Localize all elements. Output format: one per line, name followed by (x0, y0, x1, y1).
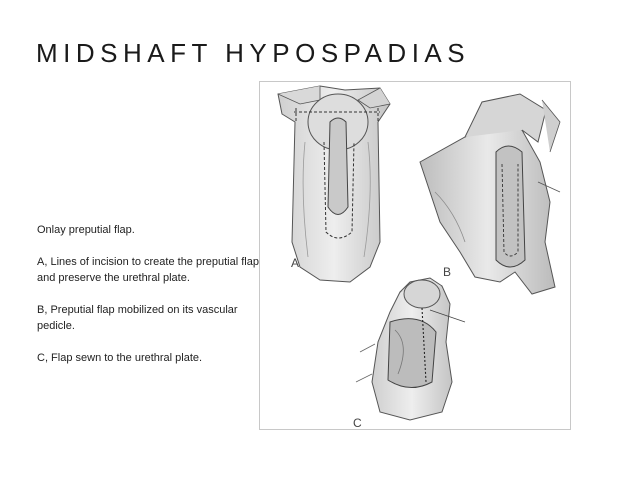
caption-text (37, 222, 269, 382)
illustration-drawing (260, 82, 570, 429)
panel-a-drawing (278, 86, 390, 282)
slide-title: MIDSHAFT HYPOSPADIAS (36, 38, 471, 68)
caption-item-c: C, Flap sewn to the urethral plate. (37, 352, 203, 364)
caption-heading: Onlay preputial flap. (37, 224, 135, 236)
caption-item-a: A, Lines of incision to create the preputial flap and preserve the urethral plate. (37, 256, 259, 284)
surgical-illustration (259, 81, 571, 430)
panel-label-a: A (291, 256, 300, 270)
panel-label-b: B (443, 265, 452, 279)
caption-item-b: B, Preputial flap mobilized on its vascular pedicle. (37, 304, 238, 332)
panel-b-drawing (420, 94, 560, 294)
panel-label-c: C (353, 416, 362, 430)
panel-c-drawing (356, 278, 465, 420)
